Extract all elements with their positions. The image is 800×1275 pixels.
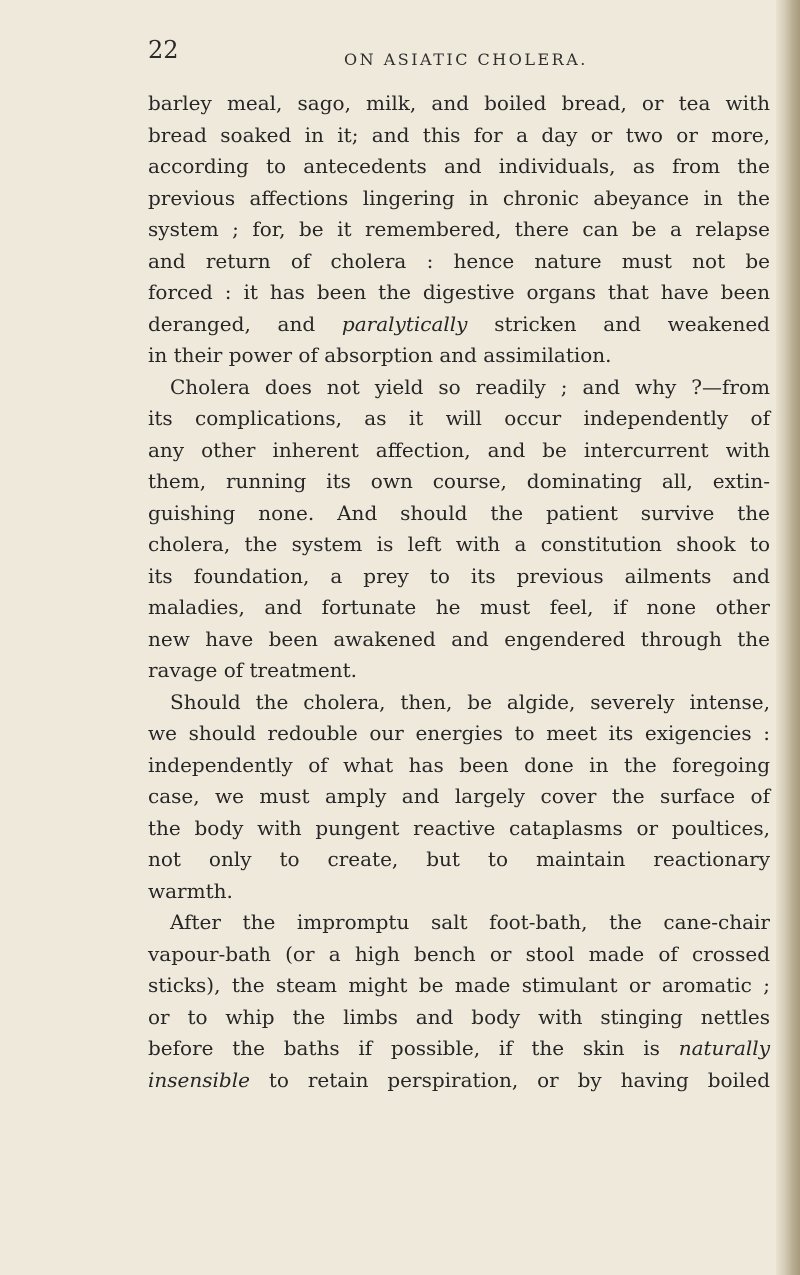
text-line: or to whip the limbs and body with stinging nettles [148, 1004, 770, 1029]
text-line: vapour-bath (or a high bench or stool made of crossed [148, 941, 770, 966]
text-line [148, 309, 770, 341]
text-segment: to retain perspiration, or by having boiled [268, 1067, 770, 1092]
text-line: any other inherent affection, and be intercurrent with [148, 437, 770, 462]
text-line: maladies, and fortunate he must feel, if none other [148, 595, 770, 619]
text-line: guishing none. And should the patient survive the [148, 500, 770, 525]
paragraph-start: After the impromptu salt foot-bath, the cane-chair [170, 910, 770, 934]
text-line: barley meal, sago, milk, and boiled bread, or tea with [148, 91, 770, 115]
text-line: we should redouble our energies to meet its exigencies : [148, 721, 770, 745]
page-header [148, 30, 748, 70]
text-line: them, running its own course, dominating all, extin- [148, 469, 770, 493]
text-line: independently of what has been done in the foregoing [148, 752, 770, 777]
page-edge [776, 0, 800, 1275]
running-head: ON ASIATIC CHOLERA. [344, 50, 588, 69]
text-line: system ; for, be it remembered, there can be a relapse [148, 217, 770, 241]
italic-text: insensible [148, 1067, 250, 1092]
text-line: its foundation, a prey to its previous ailments and [148, 563, 770, 588]
text-line: in their power of absorption and assimilation. [148, 343, 612, 367]
text-line: forced : it has been the digestive organs that have been [148, 280, 770, 304]
paragraph-start: Cholera does not yield so readily ; and why ?—from [170, 374, 770, 399]
text-line: ravage of treatment. [148, 658, 357, 682]
text-line: sticks), the steam might be made stimulant or aromatic ; [148, 973, 770, 997]
text-segment: stricken and weakened [494, 311, 770, 336]
text-line [148, 1065, 770, 1097]
text-line: case, we must amply and largely cover the surface of [148, 784, 770, 808]
page-number: 22 [148, 36, 179, 64]
text-line: according to antecedents and individuals, as from the [148, 154, 770, 178]
text-line [148, 1033, 770, 1065]
text-line: the body with pungent reactive cataplasms or poultices, [148, 815, 770, 840]
italic-text: naturally [678, 1036, 770, 1060]
text-line: not only to create, but to maintain reactionary [148, 847, 770, 871]
text-segment: deranged, and [148, 311, 316, 336]
text-line: cholera, the system is left with a constitution shook to [148, 532, 770, 556]
text-line: its complications, as it will occur independently of [148, 406, 770, 430]
paragraph-start: Should the cholera, then, be algide, severely intense, [170, 689, 770, 714]
text-line: previous affections lingering in chronic abeyance in the [148, 185, 770, 210]
body-text [148, 88, 770, 1096]
text-segment: before the baths if possible, if the skin is [148, 1036, 660, 1060]
text-line: warmth. [148, 878, 233, 903]
text-line: and return of cholera : hence nature must not be [148, 248, 770, 273]
italic-text: paralytically [341, 311, 468, 336]
text-line: new have been awakened and engendered through the [148, 626, 770, 651]
text-line: bread soaked in it; and this for a day or two or more, [148, 122, 770, 147]
